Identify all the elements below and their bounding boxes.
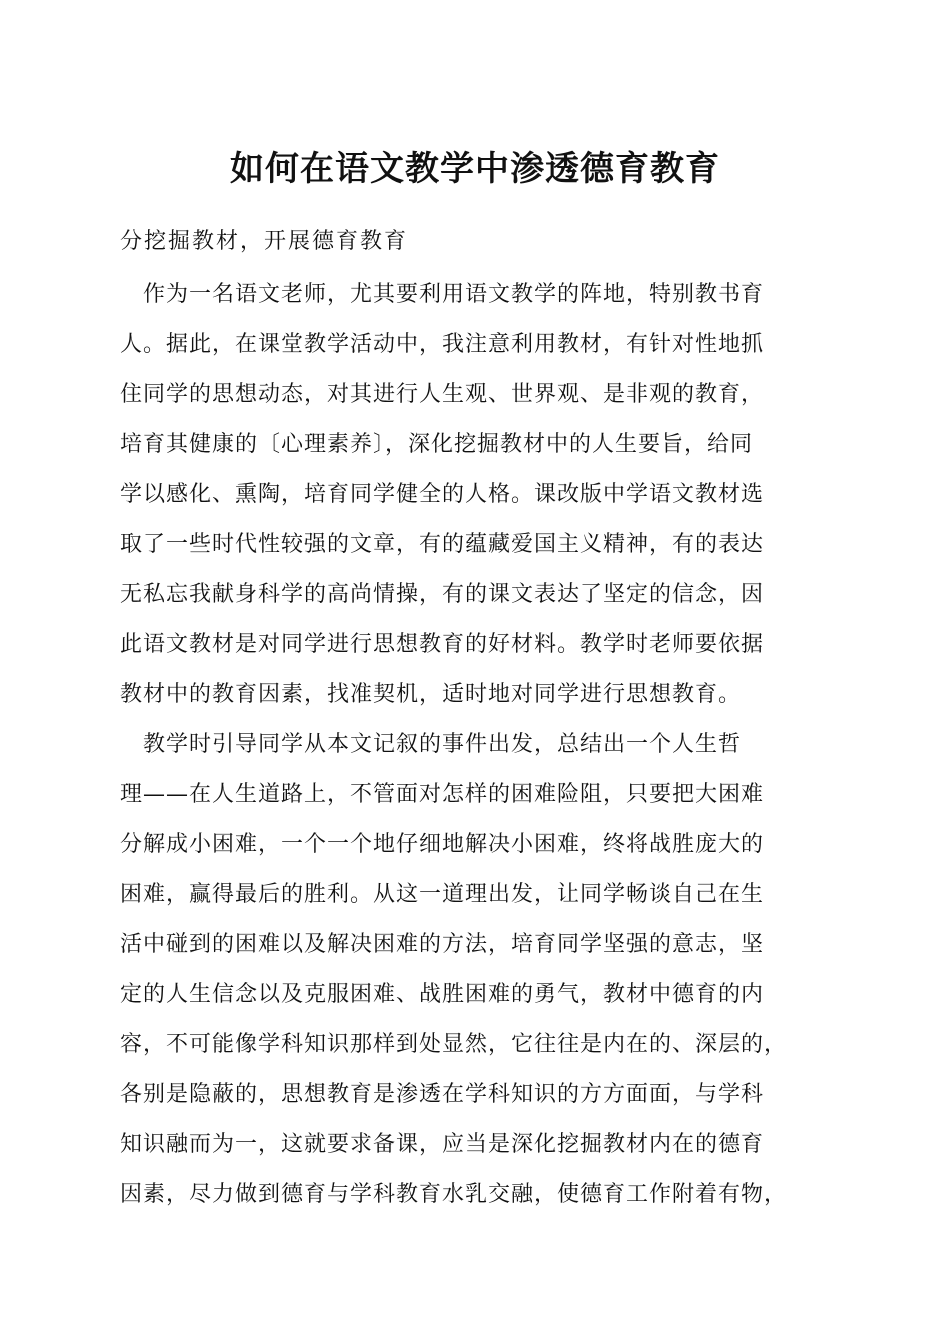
paragraph-line: 分解成小困难，一个一个地仔细地解决小困难，终将战胜庞大的 bbox=[120, 832, 765, 857]
paragraph-line: 取了一些时代性较强的文章，有的蕴藏爱国主义精神，有的表达 bbox=[120, 532, 765, 557]
paragraph-line: 无私忘我献身科学的高尚情操，有的课文表达了坚定的信念，因 bbox=[120, 582, 765, 607]
paragraph-line: 教学时引导同学从本文记叙的事件出发，总结出一个人生哲 bbox=[120, 732, 742, 757]
paragraph-line: 人。据此，在课堂教学活动中，我注意利用教材，有针对性地抓 bbox=[120, 332, 765, 357]
paragraph-line: 各别是隐蔽的，思想教育是渗透在学科知识的方方面面，与学科 bbox=[120, 1082, 765, 1107]
paragraph-line: 定的人生信念以及克服困难、战胜困难的勇气，教材中德育的内 bbox=[120, 982, 765, 1007]
paragraph-line: 理——在人生道路上，不管面对怎样的困难险阻，只要把大困难 bbox=[120, 782, 765, 807]
paragraph-line: 培育其健康的〔心理素养〕，深化挖掘教材中的人生要旨，给同 bbox=[120, 432, 754, 457]
paragraph-line: 学以感化、熏陶，培育同学健全的人格。课改版中学语文教材选 bbox=[120, 482, 765, 507]
paragraph-line: 容，不可能像学科知识那样到处显然，它往往是内在的、深层的， bbox=[120, 1032, 788, 1057]
paragraph-1 bbox=[120, 270, 850, 720]
paragraph-2 bbox=[120, 720, 850, 1220]
paragraph-line: 活中碰到的困难以及解决困难的方法，培育同学坚强的意志，坚 bbox=[120, 932, 765, 957]
section-heading: 分挖掘教材，开展德育教育 bbox=[120, 229, 409, 254]
paragraph-line: 作为一名语文老师，尤其要利用语文教学的阵地，特别教书育 bbox=[120, 282, 765, 307]
paragraph-line: 此语文教材是对同学进行思想教育的好材料。教学时老师要依据 bbox=[120, 632, 765, 657]
paragraph-line: 住同学的思想动态，对其进行人生观、世界观、是非观的教育， bbox=[120, 382, 765, 407]
paragraph-line: 教材中的教育因素，找准契机，适时地对同学进行思想教育。 bbox=[120, 682, 742, 707]
document-title: 如何在语文教学中渗透德育教育 bbox=[230, 149, 720, 189]
paragraph-line: 因素，尽力做到德育与学科教育水乳交融，使德育工作附着有物， bbox=[120, 1182, 788, 1207]
paragraph-line: 知识融而为一，这就要求备课，应当是深化挖掘教材内在的德育 bbox=[120, 1132, 765, 1157]
paragraph-line: 困难，赢得最后的胜利。从这一道理出发，让同学畅谈自己在生 bbox=[120, 882, 765, 907]
